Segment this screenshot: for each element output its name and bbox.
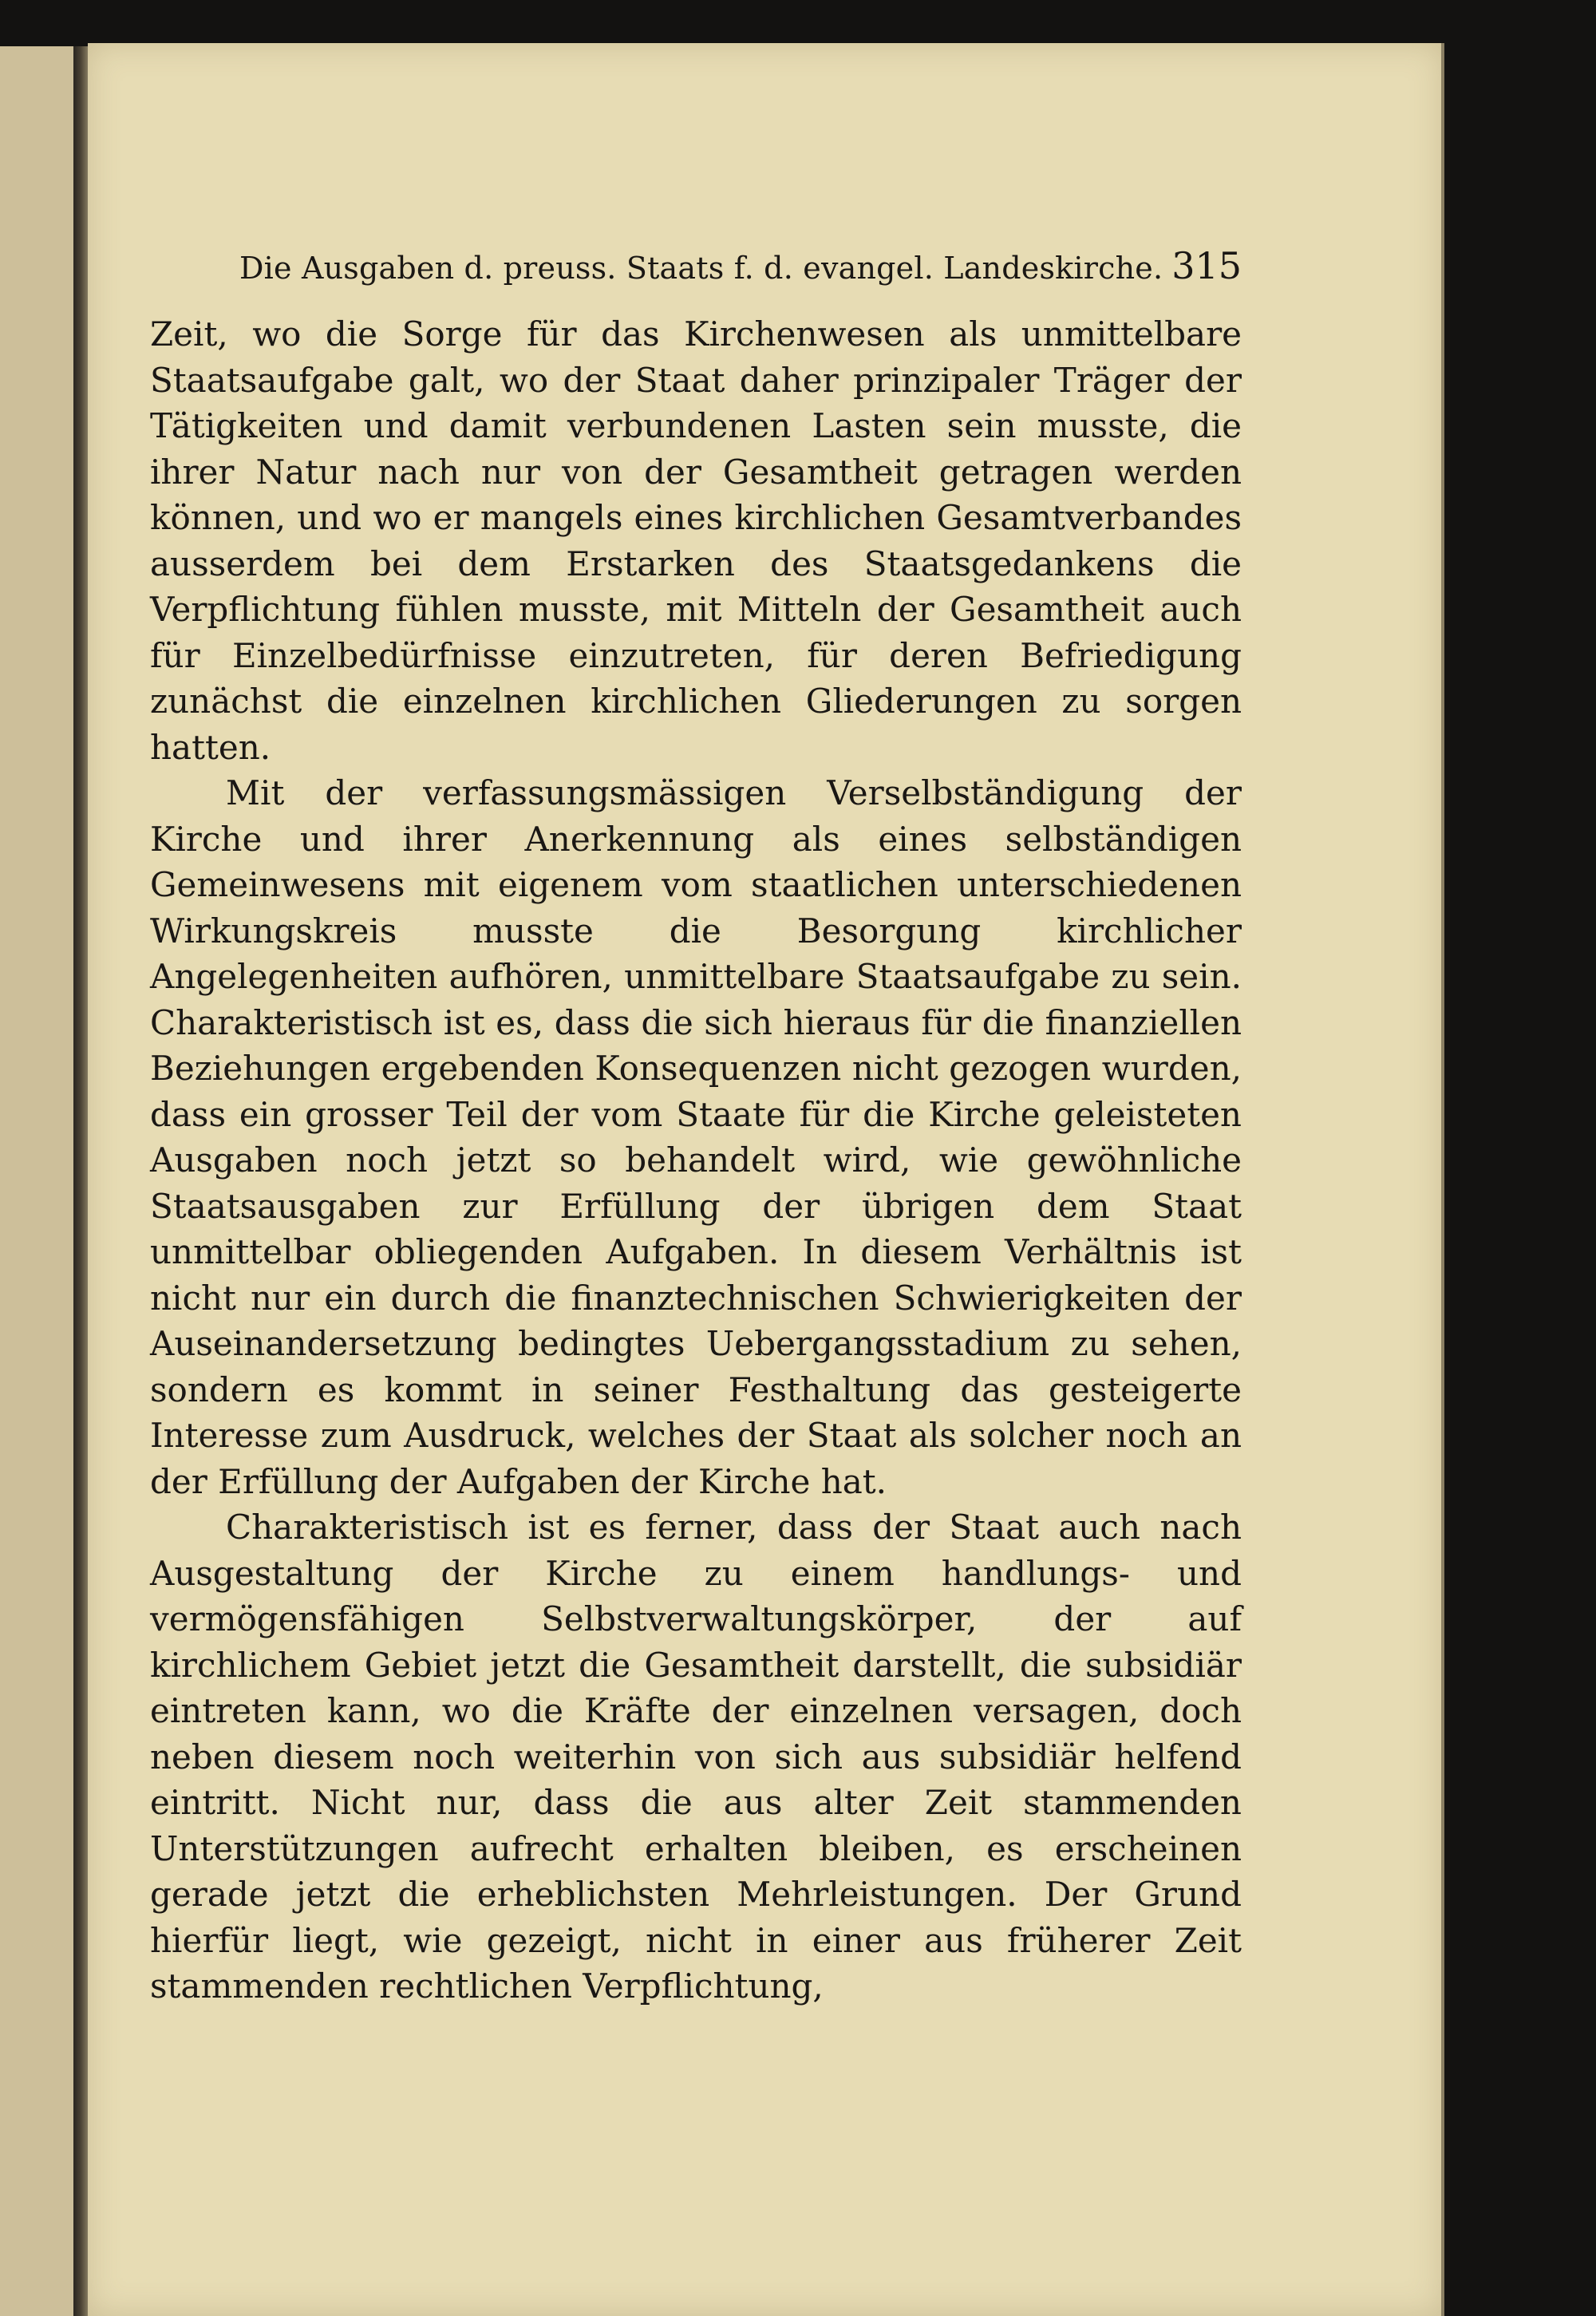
running-title: Die Ausgaben d. preuss. Staats f. d. evangel. Landeskirche. (239, 251, 1163, 286)
page-text-block (150, 239, 1242, 2010)
paragraph: Charakteristisch ist es ferner, dass der Staat auch nach Ausgestaltung der Kirche zu einem handlungs- und vermögensfähigen Selbstverwaltungskörper, der auf kirchlichem Gebiet jetzt die Gesamtheit darstellt, die subsidiär eintreten kann, wo die Kräfte der einzelnen versagen, doch neben diesem noch weiterhin von sich aus subsidiär helfend eintritt. Nicht nur, dass die aus alter Zeit stammenden Unterstützungen aufrecht erhalten bleiben, es erscheinen gerade jetzt die erheblichsten Mehrleistungen. Der Grund hierfür liegt, wie gezeigt, nicht in einer aus früherer Zeit stammenden rechtlichen Verpflichtung, (150, 1508, 1242, 2006)
page-number: 315 (1171, 244, 1242, 287)
page-header (150, 239, 1242, 303)
paragraph: Mit der verfassungsmässigen Verselbständigung der Kirche und ihrer Anerkennung als eines selbständigen Gemeinwesens mit eigenem vom staatlichen unterschiedenen Wirkungskreis musste die Besorgung kirchlicher Angelegenheiten aufhören, unmittelbare Staatsaufgabe zu sein. Charakteristisch ist es, dass die sich hieraus für die finanziellen Beziehungen ergebenden Konsequenzen nicht gezogen wurden, dass ein grosser Teil der vom Staate für die Kirche geleisteten Ausgaben noch jetzt so behandelt wird, wie gewöhnliche Staatsausgaben zur Erfüllung der übrigen dem Staat unmittelbar obliegenden Aufgaben. In diesem Verhältnis ist nicht nur ein durch die finanztechnischen Schwierigkeiten der Auseinandersetzung bedingtes Uebergangsstadium zu sehen, sondern es kommt in seiner Festhaltung das gesteigerte Interesse zum Ausdruck, welches der Staat als solcher noch an der Erfüllung der Aufgaben der Kirche hat. (150, 773, 1242, 1501)
paragraph-continuation: Zeit, wo die Sorge für das Kirchenwesen als unmittelbare Staatsaufgabe galt, wo der Staat daher prinzipaler Träger der Tätigkeiten und damit verbundenen Lasten sein musste, die ihrer Natur nach nur von der Gesamtheit getragen werden können, und wo er mangels eines kirchlichen Gesamtverbandes ausserdem bei dem Erstarken des Staatsgedankens die Verpflichtung fühlen musste, mit Mitteln der Gesamtheit auch für Einzelbedürfnisse einzutreten, für deren Befriedigung zunächst die einzelnen kirchlichen Gliederungen zu sorgen hatten. (150, 314, 1242, 767)
previous-page-edge (0, 46, 80, 2316)
body-text (150, 311, 1242, 2010)
book-gutter (73, 46, 89, 2316)
page-right-edge (1441, 43, 1444, 2316)
